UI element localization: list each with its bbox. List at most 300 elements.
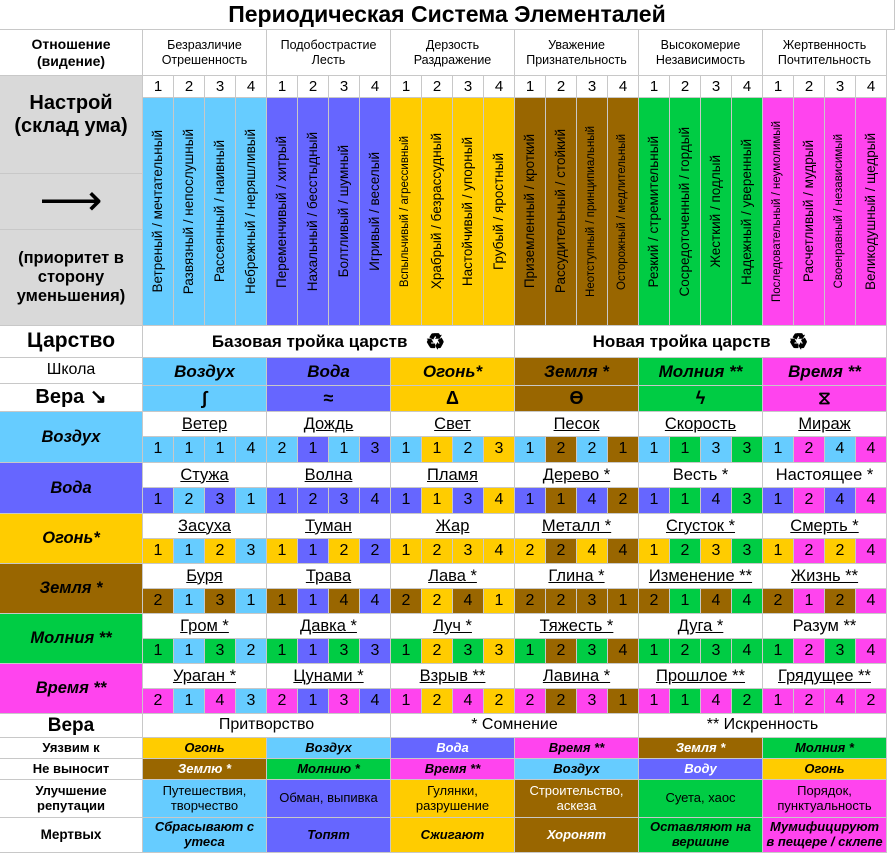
element-digit: 1 [639, 437, 670, 463]
element-digit: 4 [856, 539, 887, 564]
mood-trait [515, 98, 546, 326]
mood-trait-text: Игривый / веселый [367, 152, 383, 271]
relation-line-2: Отрешенность [161, 52, 248, 67]
element-digit: 1 [422, 437, 453, 463]
element-digit: 2 [484, 689, 515, 714]
vulnerable-3: Вода [391, 738, 515, 759]
mood-title: Настрой (склад ума) [0, 76, 143, 174]
mood-trait [577, 98, 608, 326]
element-digit: 3 [205, 639, 236, 664]
element-digit: 1 [174, 639, 205, 664]
element-digit: 4 [701, 689, 732, 714]
element-digit: 2 [515, 539, 546, 564]
element-name: Луч * [391, 614, 515, 639]
dead-5: Оставляют на вершине [639, 818, 763, 853]
mood-trait-text: Расчетливый / мудрый [801, 140, 817, 283]
intolerant-4: Воздух [515, 759, 639, 780]
element-name: Металл * [515, 514, 639, 539]
element-digit: 1 [608, 589, 639, 614]
element-digit: 2 [236, 639, 267, 664]
mood-trait [794, 98, 825, 326]
element-digit: 2 [577, 437, 608, 463]
school-symbol-4: ϴ [515, 386, 639, 412]
relation-4 [515, 30, 639, 76]
element-digit: 2 [453, 437, 484, 463]
mood-trait [484, 98, 515, 326]
mood-trait-text: Грубый / яростный [491, 153, 507, 270]
base-triad-label: Базовая тройка царств [211, 331, 408, 351]
element-digit: 3 [732, 437, 763, 463]
element-name: Лава * [391, 564, 515, 589]
mood-number: 1 [267, 76, 298, 98]
row-label-3: Огонь* [0, 514, 143, 564]
mood-priority: (приоритет в сторону уменьшения) [0, 230, 143, 326]
element-digit: 2 [825, 589, 856, 614]
element-digit: 3 [484, 437, 515, 463]
element-digit: 3 [360, 437, 391, 463]
element-name: Мираж [763, 412, 887, 437]
relation-line-1: Уважение [548, 38, 605, 53]
mood-trait-text: Храбрый / безрассудный [429, 133, 445, 290]
element-digit: 3 [329, 488, 360, 514]
element-digit: 2 [794, 488, 825, 514]
element-name: Засуха [143, 514, 267, 539]
element-name: Весть * [639, 463, 763, 488]
element-digit: 2 [205, 539, 236, 564]
dead-6: Мумифицируют в пещере / склепе [763, 818, 887, 853]
element-digit: 2 [546, 639, 577, 664]
school-5: Молния ** [639, 358, 763, 386]
mood-trait-text: Осторожный / медлительный [616, 133, 629, 290]
element-digit: 2 [143, 689, 174, 714]
mood-trait [174, 98, 205, 326]
dead-2: Топят [267, 818, 391, 853]
vulnerable-1: Огонь [143, 738, 267, 759]
element-digit: 2 [763, 589, 794, 614]
element-digit: 2 [608, 488, 639, 514]
kingdom-label: Царство [0, 326, 143, 358]
mood-trait-text: Рассудительный / стойкий [553, 129, 569, 294]
mood-trait [546, 98, 577, 326]
element-digit: 2 [298, 488, 329, 514]
mood-number: 1 [763, 76, 794, 98]
element-name: Буря [143, 564, 267, 589]
relation-line-2: Лесть [311, 52, 346, 67]
element-digit: 1 [546, 488, 577, 514]
mood-trait [391, 98, 422, 326]
element-digit: 1 [236, 488, 267, 514]
element-digit: 2 [794, 437, 825, 463]
element-name: Глина * [515, 564, 639, 589]
vulnerable-5: Земля * [639, 738, 763, 759]
relation-line-1: Дерзость [425, 38, 480, 53]
faith-3: ** Искренность [639, 714, 887, 738]
element-digit: 3 [701, 539, 732, 564]
mood-trait-text: Надежный / уверенный [739, 138, 755, 285]
element-digit: 1 [763, 539, 794, 564]
mood-trait-text: Своенравный / независимый [833, 134, 846, 289]
school-symbol-3: Δ [391, 386, 515, 412]
mood-number: 3 [825, 76, 856, 98]
element-digit: 1 [174, 689, 205, 714]
element-digit: 1 [236, 589, 267, 614]
mood-trait [639, 98, 670, 326]
intolerant-6: Огонь [763, 759, 887, 780]
element-digit: 4 [732, 589, 763, 614]
element-digit: 3 [701, 437, 732, 463]
page-title: Периодическая Система Элементалей [0, 0, 895, 30]
element-name: Стужа [143, 463, 267, 488]
element-digit: 4 [453, 689, 484, 714]
element-name: Изменение ** [639, 564, 763, 589]
element-digit: 4 [701, 589, 732, 614]
element-digit: 3 [732, 539, 763, 564]
element-digit: 4 [236, 437, 267, 463]
relation-3 [391, 30, 515, 76]
element-digit: 1 [143, 539, 174, 564]
reputation-5: Суета, хаос [639, 780, 763, 818]
dead-1: Сбрасывают с утеса [143, 818, 267, 853]
school-3: Огонь* [391, 358, 515, 386]
row-label-5: Молния ** [0, 614, 143, 664]
element-digit: 4 [360, 589, 391, 614]
mood-trait-text: Рассеянный / наивный [212, 140, 228, 283]
element-digit: 4 [484, 539, 515, 564]
reputation-label: Улучшение репутации [0, 780, 143, 818]
element-digit: 2 [174, 488, 205, 514]
element-digit: 2 [856, 689, 887, 714]
mood-number: 1 [143, 76, 174, 98]
mood-trait-text: Переменчивый / хитрый [274, 135, 290, 288]
school-symbol-2: ≈ [267, 386, 391, 412]
element-digit: 4 [608, 639, 639, 664]
element-digit: 1 [267, 589, 298, 614]
mood-number: 4 [608, 76, 639, 98]
mood-number: 3 [329, 76, 360, 98]
element-digit: 3 [701, 639, 732, 664]
intolerant-5: Воду [639, 759, 763, 780]
element-digit: 3 [577, 589, 608, 614]
school-symbol-1: ∫ [143, 386, 267, 412]
mood-trait-text: Болтливый / шумный [336, 145, 352, 278]
element-name: Цунами * [267, 664, 391, 689]
element-digit: 1 [298, 589, 329, 614]
element-digit: 1 [422, 488, 453, 514]
dead-4: Хоронят [515, 818, 639, 853]
mood-number: 2 [794, 76, 825, 98]
mood-trait-text: Нахальный / бесстыдный [305, 131, 321, 292]
faith-label: Вера ↘ [0, 384, 143, 412]
element-digit: 3 [825, 639, 856, 664]
relation-line-2: Раздражение [413, 52, 492, 67]
element-digit: 2 [143, 589, 174, 614]
element-digit: 1 [608, 437, 639, 463]
mood-trait [732, 98, 763, 326]
element-digit: 1 [205, 437, 236, 463]
element-name: Лавина * [515, 664, 639, 689]
element-name: Дуга * [639, 614, 763, 639]
intolerant-label: Не выносит [0, 759, 143, 780]
element-digit: 1 [515, 437, 546, 463]
element-digit: 2 [515, 689, 546, 714]
mood-trait [205, 98, 236, 326]
mood-trait-text: Сосредоточенный / гордый [677, 126, 693, 297]
mood-number: 4 [236, 76, 267, 98]
mood-number: 2 [546, 76, 577, 98]
mood-number: 4 [360, 76, 391, 98]
mood-trait [856, 98, 887, 326]
new-triad [515, 326, 887, 358]
element-digit: 4 [856, 639, 887, 664]
element-name: Ураган * [143, 664, 267, 689]
element-digit: 4 [825, 689, 856, 714]
mood-number: 4 [732, 76, 763, 98]
row-label-2: Вода [0, 463, 143, 514]
element-digit: 3 [453, 539, 484, 564]
element-digit: 1 [143, 488, 174, 514]
school-6: Время ** [763, 358, 887, 386]
element-name: Свет [391, 412, 515, 437]
mood-trait-text: Приземленный / кроткий [522, 134, 538, 289]
element-digit: 1 [608, 689, 639, 714]
element-digit: 1 [639, 539, 670, 564]
element-digit: 3 [236, 539, 267, 564]
reputation-3: Гулянки, разрушение [391, 780, 515, 818]
relation-label: Отношение (видение) [0, 30, 143, 76]
row-label-4: Земля * [0, 564, 143, 614]
mood-number: 3 [577, 76, 608, 98]
relation-line-1: Жертвенность [782, 38, 867, 53]
relation-line-1: Высокомерие [660, 38, 741, 53]
element-digit: 1 [670, 589, 701, 614]
mood-trait [143, 98, 174, 326]
element-digit: 1 [391, 639, 422, 664]
school-4: Земля * [515, 358, 639, 386]
relation-line-1: Безразличие [167, 38, 242, 53]
element-digit: 2 [732, 689, 763, 714]
relation-1 [143, 30, 267, 76]
element-digit: 3 [577, 639, 608, 664]
relation-line-2: Почтительность [777, 52, 872, 67]
school-2: Вода [267, 358, 391, 386]
mood-trait-text: Жесткий / подлый [708, 155, 724, 268]
element-digit: 1 [298, 689, 329, 714]
element-digit: 4 [701, 488, 732, 514]
relation-line-2: Независимость [655, 52, 746, 67]
element-digit: 1 [174, 539, 205, 564]
cycle-icon: ♻ [788, 328, 809, 354]
element-digit: 2 [794, 539, 825, 564]
mood-trait-text: Резкий / стремительный [646, 135, 662, 288]
reputation-2: Обман, выпивка [267, 780, 391, 818]
element-digit: 2 [515, 589, 546, 614]
element-name: Ветер [143, 412, 267, 437]
mood-number: 4 [484, 76, 515, 98]
element-digit: 3 [484, 639, 515, 664]
relation-5 [639, 30, 763, 76]
element-digit: 1 [639, 639, 670, 664]
element-digit: 1 [143, 639, 174, 664]
mood-trait-text: Небрежный / неряшливый [243, 129, 259, 294]
intolerant-1: Землю * [143, 759, 267, 780]
mood-number: 4 [856, 76, 887, 98]
element-digit: 1 [639, 488, 670, 514]
element-digit: 2 [329, 539, 360, 564]
dead-label: Мертвых [0, 818, 143, 853]
element-digit: 2 [794, 689, 825, 714]
mood-trait-text: Настойчивый / упорный [460, 136, 476, 287]
mood-number: 3 [701, 76, 732, 98]
element-digit: 4 [608, 539, 639, 564]
intolerant-3: Время ** [391, 759, 515, 780]
element-digit: 3 [453, 488, 484, 514]
faith-2: * Сомнение [391, 714, 639, 738]
element-digit: 2 [267, 689, 298, 714]
element-digit: 2 [422, 589, 453, 614]
mood-number: 1 [639, 76, 670, 98]
element-name: Гром * [143, 614, 267, 639]
element-digit: 4 [484, 488, 515, 514]
element-digit: 1 [794, 589, 825, 614]
mood-trait [236, 98, 267, 326]
school-1: Воздух [143, 358, 267, 386]
row-label-1: Воздух [0, 412, 143, 463]
vulnerable-6: Молния * [763, 738, 887, 759]
mood-trait-text: Развязный / непослушный [181, 128, 197, 295]
mood-number: 2 [174, 76, 205, 98]
mood-trait [267, 98, 298, 326]
element-digit: 4 [360, 689, 391, 714]
reputation-4: Строительство, аскеза [515, 780, 639, 818]
faith-1: Притворство [143, 714, 391, 738]
element-digit: 2 [639, 589, 670, 614]
relation-6 [763, 30, 887, 76]
element-digit: 2 [546, 437, 577, 463]
element-digit: 2 [422, 639, 453, 664]
element-digit: 1 [174, 589, 205, 614]
element-digit: 1 [484, 589, 515, 614]
element-digit: 1 [670, 689, 701, 714]
element-name: Грядущее ** [763, 664, 887, 689]
vulnerable-4: Время ** [515, 738, 639, 759]
mood-trait [608, 98, 639, 326]
element-digit: 3 [329, 689, 360, 714]
element-digit: 1 [515, 488, 546, 514]
mood-trait [825, 98, 856, 326]
mood-trait [763, 98, 794, 326]
mood-number: 2 [298, 76, 329, 98]
element-digit: 1 [391, 689, 422, 714]
element-digit: 4 [360, 488, 391, 514]
element-digit: 4 [577, 539, 608, 564]
element-digit: 4 [205, 689, 236, 714]
element-digit: 3 [577, 689, 608, 714]
mood-trait [453, 98, 484, 326]
intolerant-2: Молнию * [267, 759, 391, 780]
element-name: Разум ** [763, 614, 887, 639]
faith-title: Вера [0, 714, 143, 738]
mood-number: 3 [205, 76, 236, 98]
element-name: Скорость [639, 412, 763, 437]
relation-line-2: Признательность [526, 52, 627, 67]
element-digit: 3 [360, 639, 391, 664]
mood-trait [422, 98, 453, 326]
element-name: Дерево * [515, 463, 639, 488]
reputation-6: Порядок, пунктуальность [763, 780, 887, 818]
element-digit: 4 [856, 488, 887, 514]
mood-trait [298, 98, 329, 326]
element-digit: 1 [298, 639, 329, 664]
cycle-icon: ♻ [425, 328, 446, 354]
element-digit: 1 [267, 639, 298, 664]
element-digit: 2 [422, 689, 453, 714]
mood-trait-text: Великодушный / щедрый [863, 133, 879, 290]
mood-number: 2 [422, 76, 453, 98]
element-digit: 1 [298, 539, 329, 564]
element-digit: 2 [794, 639, 825, 664]
element-name: Смерть * [763, 514, 887, 539]
mood-trait-text: Вспыльчивый / агрессивный [399, 135, 412, 288]
element-digit: 2 [546, 539, 577, 564]
element-name: Взрыв ** [391, 664, 515, 689]
element-digit: 1 [391, 488, 422, 514]
mood-trait [701, 98, 732, 326]
mood-trait [670, 98, 701, 326]
element-name: Прошлое ** [639, 664, 763, 689]
element-name: Пламя [391, 463, 515, 488]
element-digit: 2 [670, 539, 701, 564]
mood-trait-text: Неотступный / принципиальный [585, 126, 598, 297]
element-name: Дождь [267, 412, 391, 437]
element-digit: 4 [329, 589, 360, 614]
mood-number: 2 [670, 76, 701, 98]
element-digit: 2 [670, 639, 701, 664]
element-digit: 1 [267, 488, 298, 514]
element-name: Трава [267, 564, 391, 589]
new-triad-label: Новая тройка царств [592, 331, 771, 351]
vulnerable-label: Уязвим к [0, 738, 143, 759]
school-label: Школа [0, 358, 143, 384]
mood-number: 1 [391, 76, 422, 98]
mood-trait [329, 98, 360, 326]
vulnerable-2: Воздух [267, 738, 391, 759]
element-digit: 1 [329, 437, 360, 463]
element-digit: 2 [360, 539, 391, 564]
mood-trait-text: Последовательный / неумолимый [771, 121, 784, 302]
element-digit: 1 [763, 437, 794, 463]
element-digit: 3 [329, 639, 360, 664]
element-digit: 4 [856, 589, 887, 614]
element-digit: 1 [639, 689, 670, 714]
element-digit: 4 [825, 437, 856, 463]
dead-3: Сжигают [391, 818, 515, 853]
element-digit: 4 [453, 589, 484, 614]
element-digit: 2 [391, 589, 422, 614]
element-digit: 1 [515, 639, 546, 664]
base-triad [143, 326, 515, 358]
element-digit: 2 [546, 589, 577, 614]
element-digit: 3 [205, 488, 236, 514]
relation-2 [267, 30, 391, 76]
element-name: Жар [391, 514, 515, 539]
element-digit: 1 [670, 437, 701, 463]
element-digit: 4 [825, 488, 856, 514]
mood-number: 1 [515, 76, 546, 98]
element-digit: 1 [763, 689, 794, 714]
element-digit: 2 [825, 539, 856, 564]
element-digit: 4 [732, 639, 763, 664]
element-digit: 2 [267, 437, 298, 463]
